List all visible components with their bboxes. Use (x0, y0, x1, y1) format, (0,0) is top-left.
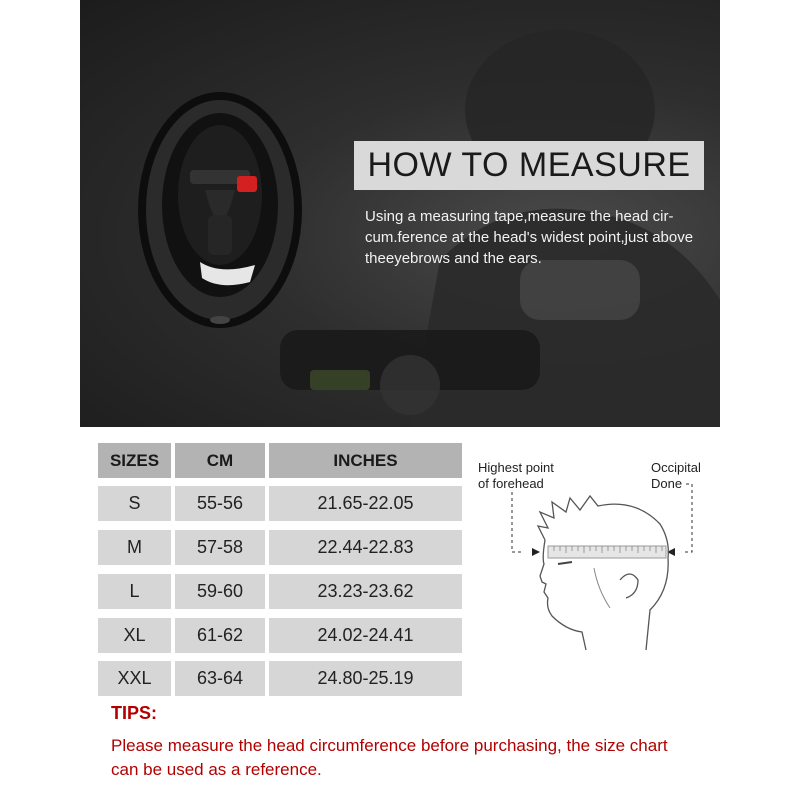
header-inches: INCHES (269, 443, 462, 478)
table-row-cm: 55-56 (175, 486, 265, 521)
label-done: Done (651, 476, 683, 491)
label-occipital: Occipital (651, 460, 701, 475)
label-highest-point: Highest point (478, 460, 554, 475)
table-row-size: XXL (98, 661, 171, 696)
table-row-size: L (98, 574, 171, 609)
label-forehead: of forehead (478, 476, 544, 491)
measure-description: Using a measuring tape,measure the head cir-cum.ference at the head's widest point,just above theeyebrows and the ears. (365, 208, 694, 267)
hero-banner (80, 0, 720, 427)
table-row-inches: 22.44-22.83 (269, 530, 462, 565)
table-row-size: S (98, 486, 171, 521)
table-row-size: M (98, 530, 171, 565)
head-outline-icon (470, 440, 720, 660)
tips-text: Please measure the head circumference before purchasing, the size chart can be used as a reference. (111, 736, 668, 779)
tips-title: TIPS: (111, 703, 158, 723)
table-row-cm: 61-62 (175, 618, 265, 653)
helmet-image (138, 92, 302, 328)
header-cm: CM (175, 443, 265, 478)
table-row-size: XL (98, 618, 171, 653)
table-row-cm: 63-64 (175, 661, 265, 696)
table-row-inches: 23.23-23.62 (269, 574, 462, 609)
table-row-cm: 59-60 (175, 574, 265, 609)
table-row-inches: 21.65-22.05 (269, 486, 462, 521)
table-row-inches: 24.02-24.41 (269, 618, 462, 653)
header-sizes: SIZES (98, 443, 171, 478)
head-measure-diagram (470, 440, 720, 660)
page-title: HOW TO MEASURE (354, 141, 704, 190)
table-row-cm: 57-58 (175, 530, 265, 565)
table-row-inches: 24.80-25.19 (269, 661, 462, 696)
